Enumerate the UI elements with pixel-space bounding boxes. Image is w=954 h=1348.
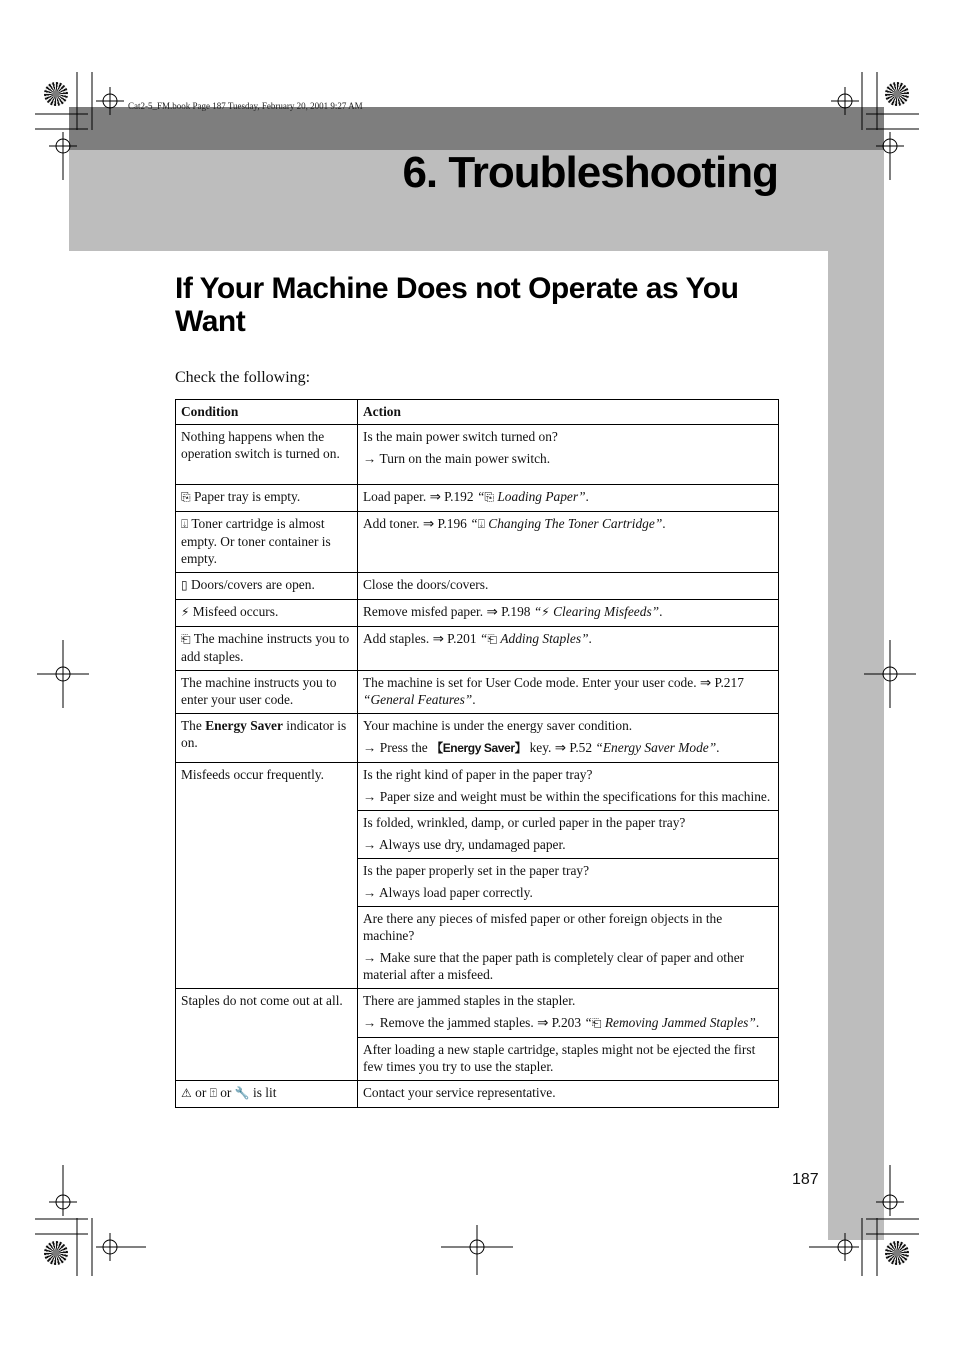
action-text: Contact your service representative. — [363, 1085, 556, 1100]
chapter-title: 6. Troubleshooting — [402, 148, 778, 197]
table-row — [176, 573, 779, 600]
page-reference: P.217 — [714, 675, 744, 690]
condition-text: Paper tray is empty. — [193, 489, 301, 504]
column-header-action: Action — [358, 400, 779, 425]
action-question: Are there any pieces of misfed paper or other foreign objects in the machine? — [363, 911, 723, 943]
condition-or: or — [220, 1085, 232, 1100]
implies-glyph: ⇒ — [429, 489, 441, 504]
energy-saver-label: Energy Saver — [205, 718, 283, 733]
intro-text: Check the following: — [175, 369, 311, 386]
arrow-glyph: → — [363, 950, 377, 965]
staple-icon: ⎗ — [181, 632, 191, 646]
color-wheel-bottom-right — [885, 1241, 909, 1265]
condition-cell — [176, 1081, 358, 1108]
staple-icon: ⎗ — [591, 1016, 602, 1030]
action-cell: Remove misfed paper. ⇒ P.198 “⚡ Clearing Misfeeds”. — [358, 600, 779, 627]
condition-cell — [176, 600, 358, 627]
table-row — [176, 600, 779, 627]
condition-cell — [176, 485, 358, 512]
condition-cell — [176, 425, 358, 485]
implies-glyph: ⇒ — [486, 604, 498, 619]
implies-glyph: ⇒ — [554, 740, 566, 755]
action-question: Is the main power switch turned on? — [363, 429, 558, 444]
condition-text: Nothing happens when the operation switch is turned on. — [181, 429, 340, 461]
condition-cell — [176, 512, 358, 573]
action-text: The machine is set for User Code mode. Enter your user code. — [363, 675, 697, 690]
arrow-glyph: → — [363, 1015, 377, 1030]
page-reference: P.192 — [444, 489, 474, 504]
open-quote: “ — [595, 740, 603, 755]
action-cell: The machine is set for User Code mode. Enter your user code. ⇒ P.217 “General Features”. — [358, 671, 779, 714]
column-header-condition: Condition — [176, 400, 358, 425]
action-text: Load paper. — [363, 489, 427, 504]
table-row — [176, 512, 779, 573]
page-reference: P.196 — [437, 516, 467, 531]
header-band-dark — [69, 107, 884, 150]
action-remedy: Always use dry, undamaged paper. — [379, 837, 566, 852]
condition-text: Staples do not come out at all. — [181, 993, 343, 1008]
book-info: Cat2-5_FM.book Page 187 Tuesday, February 20, 2001 9:27 AM — [128, 101, 363, 111]
action-text: Remove misfed paper. — [363, 604, 484, 619]
table-row — [176, 425, 779, 485]
paper-tray-icon: ⎘ — [181, 490, 191, 504]
staple-icon: ⎗ — [487, 632, 497, 646]
close-quote: ” — [651, 604, 660, 619]
open-quote: “ — [584, 1015, 592, 1030]
table-row — [176, 989, 779, 1038]
condition-cell — [176, 714, 358, 763]
reference-title: Changing The Toner Cartridge — [488, 516, 655, 531]
paper-tray-icon: ⎘ — [484, 490, 494, 504]
action-remedy: Always load paper correctly. — [379, 885, 533, 900]
arrow-glyph: → — [363, 451, 377, 466]
service-call-icon: ⚠ — [181, 1086, 192, 1100]
door-open-icon: ▯ — [181, 578, 188, 592]
table-row — [176, 714, 779, 763]
close-quote: ” — [654, 516, 663, 531]
action-cell: Load paper. ⇒ P.192 “⎘ Loading Paper”. — [358, 485, 779, 512]
action-cell — [358, 763, 779, 811]
wrench-icon: 🔧 — [234, 1086, 250, 1100]
implies-glyph: ⇒ — [432, 631, 444, 646]
condition-prefix: The — [181, 718, 202, 733]
arrow-glyph: → — [363, 789, 377, 804]
condition-cell — [176, 627, 358, 671]
condition-cell — [176, 671, 358, 714]
action-question: Is folded, wrinkled, damp, or curled paper in the paper tray? — [363, 815, 686, 830]
page-reference: P.201 — [447, 631, 477, 646]
action-cell — [358, 859, 779, 907]
open-quote: “ — [363, 692, 371, 707]
table-row — [176, 627, 779, 671]
condition-cell — [176, 573, 358, 600]
open-quote: “ — [470, 516, 478, 531]
action-cell — [358, 811, 779, 859]
action-question: Is the paper properly set in the paper tray? — [363, 863, 590, 878]
condition-cell — [176, 989, 358, 1081]
color-wheel-top-left — [44, 82, 68, 106]
troubleshooting-table — [175, 399, 779, 1108]
page-number: 187 — [792, 1171, 819, 1188]
action-cell — [358, 1038, 779, 1081]
page-reference: P.198 — [501, 604, 531, 619]
misfeed-icon: ⚡ — [541, 605, 550, 619]
toner-icon: ⍗ — [477, 517, 485, 531]
action-cell — [358, 573, 779, 600]
condition-text: The machine instructs you to enter your user code. — [181, 675, 337, 707]
page-reference: P.203 — [551, 1015, 582, 1030]
action-cell: Add staples. ⇒ P.201 “⎗ Adding Staples”. — [358, 627, 779, 671]
action-question: There are jammed staples in the stapler. — [363, 993, 576, 1008]
energy-saver-key-label: Energy Saver — [442, 741, 515, 755]
arrow-glyph: → — [363, 837, 377, 852]
action-text: Add staples. — [363, 631, 430, 646]
remedy-suffix: key. — [529, 740, 552, 755]
open-quote: “ — [479, 631, 488, 646]
action-text: Close the doors/covers. — [363, 577, 489, 592]
reference-title: Energy Saver Mode — [602, 740, 709, 755]
reference-title: General Features — [370, 692, 465, 707]
action-cell: There are jammed staples in the stapler. → Remove the jammed staples. ⇒ P.203 “⎗ Removing Jammed Staples”. — [358, 989, 779, 1038]
implies-glyph: ⇒ — [422, 516, 435, 531]
open-quote: “ — [533, 604, 542, 619]
close-quote: ” — [748, 1015, 756, 1030]
color-wheel-top-right — [885, 82, 909, 106]
action-question: Your machine is under the energy saver condition. — [363, 718, 633, 733]
action-cell: Add toner. ⇒ P.196 “⍗ Changing The Toner Cartridge”. — [358, 512, 779, 573]
condition-or: or — [195, 1085, 207, 1100]
table-row — [176, 671, 779, 714]
reference-title: Adding Staples — [500, 631, 582, 646]
action-remedy: Make sure that the paper path is completely clear of paper and other material after a misfeed. — [363, 950, 745, 982]
implies-glyph: ⇒ — [699, 675, 712, 690]
side-thumb-bar — [828, 251, 884, 1240]
misfeed-icon: ⚡ — [181, 605, 190, 619]
reference-title: Clearing Misfeeds — [553, 604, 652, 619]
table-row — [176, 1081, 779, 1108]
action-remedy: Remove the jammed staples. — [379, 1015, 534, 1030]
condition-suffix: is lit — [253, 1085, 277, 1100]
open-quote: “ — [476, 489, 485, 504]
energy-saver-key: 【Energy Saver】 — [431, 741, 527, 755]
implies-glyph: ⇒ — [537, 1015, 549, 1030]
action-cell — [358, 907, 779, 989]
close-quote: ” — [578, 489, 586, 504]
toner-icon: ⍗ — [181, 517, 189, 531]
action-cell: Your machine is under the energy saver condition. → Press the 【Energy Saver】 key. ⇒ P.52 “Energy Saver Mode”. — [358, 714, 779, 763]
condition-cell — [176, 763, 358, 989]
close-quote: ” — [464, 692, 473, 707]
remedy-prefix: Press the — [379, 740, 428, 755]
action-question: Is the right kind of paper in the paper tray? — [363, 767, 593, 782]
section-title: If Your Machine Does not Operate as You Want — [175, 272, 739, 338]
action-text: Add toner. — [363, 516, 420, 531]
arrow-glyph: → — [363, 740, 377, 755]
arrow-glyph: → — [363, 885, 377, 900]
condition-text: Misfeed occurs. — [192, 604, 279, 619]
condition-text: Toner cartridge is almost empty. Or toner container is empty. — [181, 516, 331, 566]
action-remedy: Turn on the main power switch. — [379, 451, 551, 466]
condition-text: The machine instructs you to add staples. — [181, 631, 350, 664]
action-statement: After loading a new staple cartridge, staples might not be ejected the first few times you try to use the stapler. — [363, 1042, 756, 1074]
table-header-row — [176, 400, 779, 425]
condition-suffix: indicator is on. — [181, 718, 347, 750]
paper-output-icon: ⍐ — [209, 1086, 217, 1100]
page-reference: P.52 — [569, 740, 593, 755]
close-quote: ” — [708, 740, 717, 755]
color-wheel-bottom-left — [44, 1241, 68, 1265]
reference-title: Loading Paper — [497, 489, 579, 504]
action-remedy: Paper size and weight must be within the specifications for this machine. — [379, 789, 771, 804]
reference-title: Removing Jammed Staples — [604, 1015, 749, 1030]
close-quote: ” — [581, 631, 589, 646]
action-cell — [358, 1081, 779, 1108]
condition-text: Doors/covers are open. — [190, 577, 315, 592]
action-cell — [358, 425, 779, 485]
table-row — [176, 763, 779, 811]
table-row — [176, 485, 779, 512]
condition-text: Misfeeds occur frequently. — [181, 767, 325, 782]
